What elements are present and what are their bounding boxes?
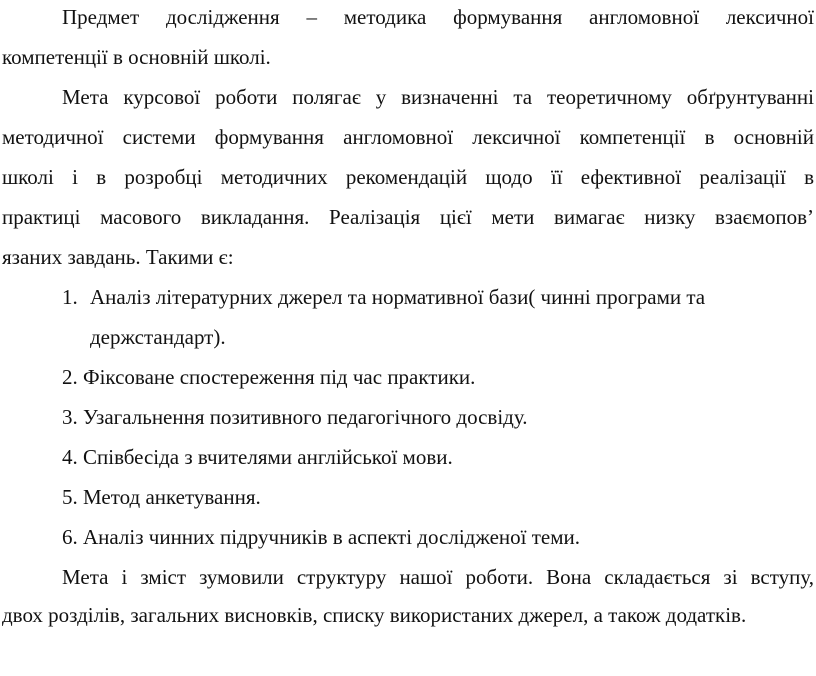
- paragraph-aim-line-4: практиці масового викладання. Реалізація цієї мети вимагає низку взаємопов’: [2, 205, 814, 229]
- paragraph-aim-line-2: методичної системи формування англомовної лексичної компетенції в основній: [2, 125, 814, 149]
- paragraph-aim-line-5: язаних завдань. Такими є:: [2, 245, 234, 269]
- paragraph-aim-line-1: Мета курсової роботи полягає у визначенні та теоретичному обґрунтуванні: [62, 85, 814, 109]
- list-item-3: 3. Узагальнення позитивного педагогічного досвіду.: [62, 405, 528, 429]
- list-item-1-line-1: Аналіз літературних джерел та нормативної бази( чинні програми та: [90, 285, 706, 309]
- list-item-6: 6. Аналіз чинних підручників в аспекті дослідженої теми.: [62, 525, 580, 549]
- list-item-5: 5. Метод анкетування.: [62, 485, 261, 509]
- paragraph-structure-line-2: двох розділів, загальних висновків, списку використаних джерел, а також додатків.: [2, 603, 747, 627]
- paragraph-subject-line-2: компетенції в основній школі.: [2, 45, 271, 69]
- list-item-4: 4. Співбесіда з вчителями англійської мови.: [62, 445, 453, 469]
- paragraph-structure-line-1: Мета і зміст зумовили структуру нашої роботи. Вона складається зі вступу,: [62, 565, 814, 589]
- paragraph-subject-line-1: Предмет дослідження – методика формування англомовної лексичної: [62, 5, 814, 29]
- list-item-1-line-2: держстандарт).: [90, 325, 226, 349]
- paragraph-aim-line-3: школі і в розробці методичних рекомендацій щодо її ефективної реалізації в: [2, 165, 814, 189]
- list-item-1-number: 1.: [62, 285, 78, 309]
- list-item-2: 2. Фіксоване спостереження під час практики.: [62, 365, 476, 389]
